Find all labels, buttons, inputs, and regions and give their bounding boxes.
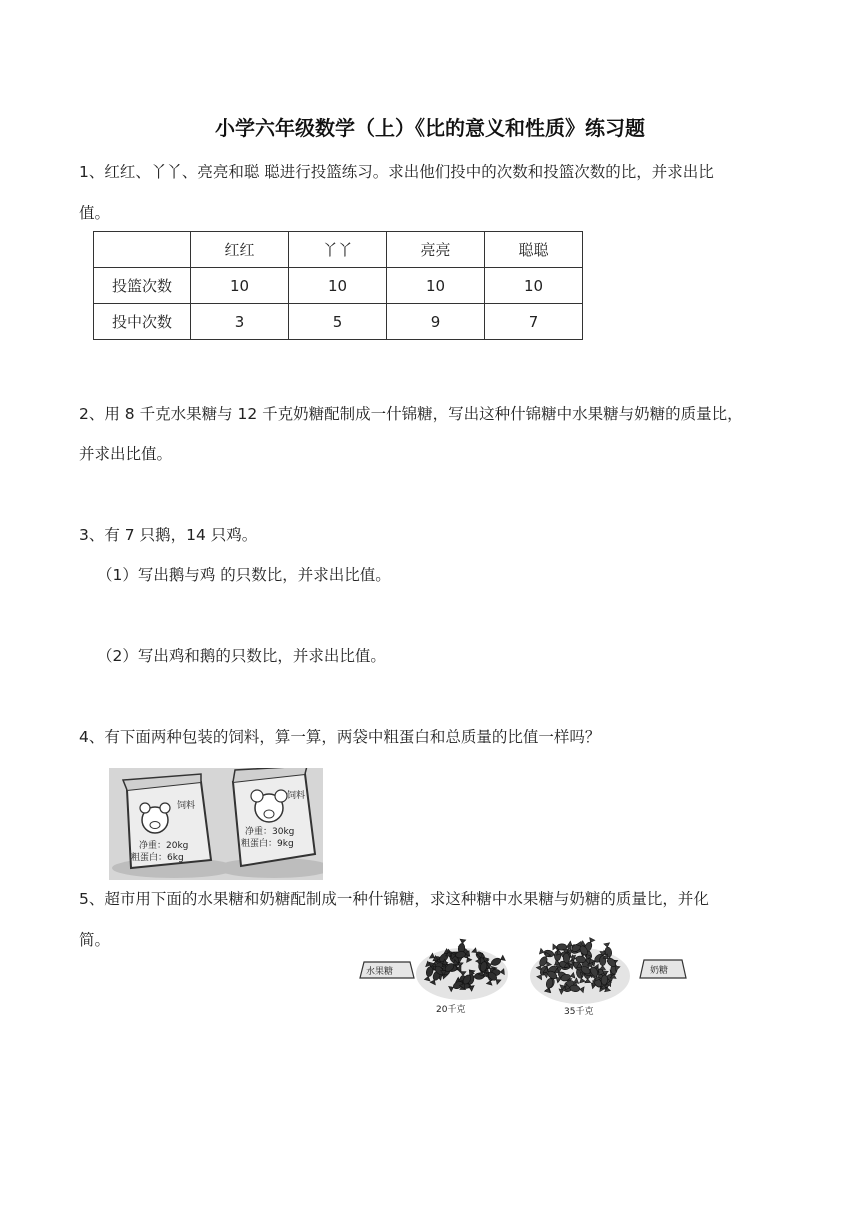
table-cell: 10 (289, 268, 387, 304)
table-row (94, 304, 583, 340)
milk-candy-label: 奶糖 (650, 966, 669, 976)
question-1-text-cont: 值。 (79, 204, 111, 222)
table-row-label: 投篮次数 (94, 268, 191, 304)
question-5-text: 5、超市用下面的水果糖和奶糖配制成一种什锦糖，求这种糖中水果糖与奶糖的质量比，并化 (79, 890, 709, 908)
table-cell: 9 (387, 304, 485, 340)
table-cell: 5 (289, 304, 387, 340)
feed-bags-illustration (109, 768, 323, 880)
question-2-text: 2、用 8 千克水果糖与 12 千克奶糖配制成一什锦糖，写出这种什锦糖中水果糖与奶糖的质量比， (79, 405, 743, 423)
fruit-candy-label: 水果糖 (366, 967, 394, 977)
candy-illustration (358, 930, 698, 1022)
table-cell: 3 (191, 304, 289, 340)
table-cell: 10 (485, 268, 583, 304)
bag2-net-weight: 净重：30kg (245, 827, 295, 837)
fruit-candy-weight: 20千克 (436, 1005, 466, 1015)
question-3-sub-1: （1）写出鹅与鸡 的只数比，并求出比值。 (97, 566, 391, 584)
table-header-cell: 红红 (191, 232, 289, 268)
table-header-row (94, 232, 583, 268)
bag2-protein: 粗蛋白：9kg (241, 839, 294, 849)
table-row (94, 268, 583, 304)
question-1-text: 1、红红、丫丫、亮亮和聪 聪进行投篮练习。求出他们投中的次数和投篮次数的比，并求出比 (79, 163, 714, 181)
table-header-cell: 丫丫 (289, 232, 387, 268)
question-3-text: 3、有 7 只鹅，14 只鸡。 (79, 526, 258, 544)
shooting-table (93, 231, 583, 340)
table-cell (94, 232, 191, 268)
question-3-sub-2: （2）写出鸡和鹅的只数比，并求出比值。 (97, 647, 386, 665)
bag1-net-weight: 净重：20kg (139, 841, 189, 851)
bag2-label: 饲料 (287, 791, 306, 801)
question-2-text-cont: 并求出比值。 (79, 445, 173, 463)
table-header-cell: 亮亮 (387, 232, 485, 268)
question-4-text: 4、有下面两种包装的饲料，算一算，两袋中粗蛋白和总质量的比值一样吗？ (79, 728, 601, 746)
bag1-protein: 粗蛋白：6kg (131, 853, 184, 863)
page-title: 小学六年级数学（上）《比的意义和性质》练习题 (215, 116, 645, 140)
table-row-label: 投中次数 (94, 304, 191, 340)
bag1-label: 饲料 (177, 801, 196, 811)
table-cell: 7 (485, 304, 583, 340)
question-5-text-cont: 简。 (79, 931, 111, 949)
candy-image (358, 930, 698, 1022)
feed-bags-image (109, 768, 323, 880)
table-header-cell: 聪聪 (485, 232, 583, 268)
table-cell: 10 (191, 268, 289, 304)
feed-bag-large (233, 768, 315, 866)
table-cell: 10 (387, 268, 485, 304)
milk-candy-weight: 35千克 (564, 1007, 594, 1017)
